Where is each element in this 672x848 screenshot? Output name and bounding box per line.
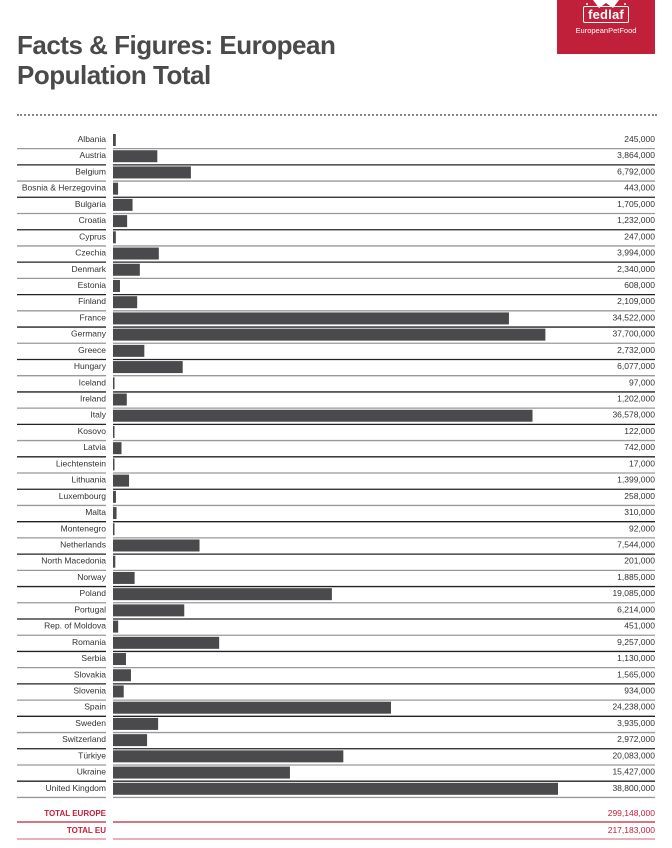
bar-portugal bbox=[113, 604, 184, 616]
country-label: Hungary bbox=[73, 361, 106, 372]
country-label: Cyprus bbox=[79, 231, 106, 242]
bar-kosovo bbox=[113, 426, 115, 438]
value-label: 2,732,000 bbox=[617, 344, 655, 355]
country-label: Sweden bbox=[75, 717, 106, 728]
value-label: 92,000 bbox=[629, 523, 655, 534]
bar-serbia bbox=[113, 653, 126, 665]
country-label: Serbia bbox=[81, 653, 106, 664]
country-label: Switzerland bbox=[62, 734, 106, 745]
bar-france bbox=[113, 312, 509, 324]
bar-spain bbox=[113, 702, 391, 714]
value-label: 1,399,000 bbox=[617, 474, 655, 485]
country-label: Greece bbox=[78, 344, 106, 355]
country-label: Luxembourg bbox=[58, 490, 106, 501]
value-label: 19,085,000 bbox=[612, 588, 655, 599]
bar-north-macedonia bbox=[113, 556, 115, 568]
bar-albania bbox=[113, 134, 116, 146]
bar-malta bbox=[113, 507, 117, 519]
country-label: United Kingdom bbox=[45, 782, 106, 793]
bar-ukraine bbox=[113, 767, 290, 779]
value-label: 34,522,000 bbox=[612, 312, 655, 323]
value-label: 1,232,000 bbox=[617, 215, 655, 226]
value-label: 608,000 bbox=[624, 279, 655, 290]
value-label: 1,202,000 bbox=[617, 393, 655, 404]
country-label: Portugal bbox=[74, 604, 106, 615]
value-label: 6,792,000 bbox=[617, 166, 655, 177]
value-label: 2,972,000 bbox=[617, 734, 655, 745]
country-label: Ukraine bbox=[76, 766, 106, 777]
value-label: 97,000 bbox=[629, 377, 655, 388]
title-line-2: Population Total bbox=[17, 60, 211, 90]
bar-italy bbox=[113, 410, 533, 422]
bar-finland bbox=[113, 296, 137, 308]
bar-luxembourg bbox=[113, 491, 116, 503]
value-label: 3,994,000 bbox=[617, 247, 655, 258]
country-label: Slovakia bbox=[73, 669, 106, 680]
total-value: 217,183,000 bbox=[607, 825, 655, 835]
bar-rep-of-moldova bbox=[113, 621, 118, 633]
country-label: Netherlands bbox=[60, 539, 106, 550]
value-label: 1,565,000 bbox=[617, 669, 655, 680]
bar-switzerland bbox=[113, 734, 147, 746]
country-label: Albania bbox=[77, 134, 106, 144]
value-label: 934,000 bbox=[624, 685, 655, 696]
bar-belgium bbox=[113, 166, 191, 178]
country-label: Bulgaria bbox=[74, 198, 106, 209]
country-label: North Macedonia bbox=[41, 555, 106, 566]
country-label: Croatia bbox=[78, 215, 106, 226]
bar-slovakia bbox=[113, 669, 131, 681]
title-line-1: Facts & Figures: European bbox=[17, 30, 336, 60]
country-label: Iceland bbox=[78, 377, 106, 388]
bar-liechtenstein bbox=[113, 458, 115, 470]
bar-ireland bbox=[113, 394, 127, 406]
value-label: 1,130,000 bbox=[617, 653, 655, 664]
bar-croatia bbox=[113, 215, 127, 227]
country-label: Finland bbox=[78, 296, 106, 307]
value-label: 201,000 bbox=[624, 555, 655, 566]
value-label: 310,000 bbox=[624, 507, 655, 518]
bar-norway bbox=[113, 572, 135, 584]
bar-cyprus bbox=[113, 231, 116, 243]
bar-poland bbox=[113, 588, 332, 600]
country-label: Italy bbox=[90, 409, 106, 420]
value-label: 7,544,000 bbox=[617, 539, 655, 550]
bar-austria bbox=[113, 150, 157, 162]
country-label: Lithuania bbox=[71, 474, 106, 485]
bar-hungary bbox=[113, 361, 183, 373]
bar-united-kingdom bbox=[113, 783, 558, 795]
bar-greece bbox=[113, 345, 144, 357]
country-label: Germany bbox=[71, 328, 106, 339]
value-label: 20,083,000 bbox=[612, 750, 655, 761]
value-label: 245,000 bbox=[624, 134, 655, 144]
bar-germany bbox=[113, 329, 545, 341]
bar-bosnia-herzegovina bbox=[113, 183, 118, 195]
value-label: 24,238,000 bbox=[612, 701, 655, 712]
country-label: Austria bbox=[79, 150, 106, 161]
total-label: TOTAL EU bbox=[66, 826, 106, 835]
country-label: Türkiye bbox=[78, 750, 106, 761]
bar-netherlands bbox=[113, 540, 200, 552]
bar-romania bbox=[113, 637, 219, 649]
value-label: 17,000 bbox=[629, 458, 655, 469]
total-label: TOTAL EUROPE bbox=[44, 809, 106, 818]
value-label: 451,000 bbox=[624, 620, 655, 631]
country-label: Malta bbox=[85, 507, 106, 518]
value-label: 742,000 bbox=[624, 442, 655, 453]
value-label: 15,427,000 bbox=[612, 766, 655, 777]
country-label: France bbox=[79, 312, 106, 323]
bar-bulgaria bbox=[113, 199, 133, 211]
value-label: 36,578,000 bbox=[612, 409, 655, 420]
country-label: Bosnia & Herzegovina bbox=[21, 182, 106, 193]
bar-denmark bbox=[113, 264, 140, 276]
country-label: Latvia bbox=[83, 442, 106, 453]
value-label: 37,700,000 bbox=[612, 328, 655, 339]
country-label: Liechtenstein bbox=[55, 458, 106, 469]
value-label: 2,340,000 bbox=[617, 263, 655, 274]
logo-brand: fedlaf bbox=[583, 6, 629, 23]
value-label: 6,214,000 bbox=[617, 604, 655, 615]
bar-t-rkiye bbox=[113, 750, 343, 762]
country-label: Slovenia bbox=[73, 685, 106, 696]
value-label: 3,935,000 bbox=[617, 717, 655, 728]
value-label: 3,864,000 bbox=[617, 150, 655, 161]
value-label: 247,000 bbox=[624, 231, 655, 242]
bar-sweden bbox=[113, 718, 158, 730]
value-label: 1,705,000 bbox=[617, 198, 655, 209]
bar-iceland bbox=[113, 377, 115, 389]
bar-estonia bbox=[113, 280, 120, 292]
bar-lithuania bbox=[113, 475, 129, 487]
bar-montenegro bbox=[113, 523, 115, 535]
value-label: 122,000 bbox=[624, 425, 655, 436]
country-label: Belgium bbox=[75, 166, 106, 177]
country-label: Ireland bbox=[80, 393, 106, 404]
country-label: Czechia bbox=[75, 247, 106, 258]
country-label: Kosovo bbox=[77, 425, 106, 436]
logo-tagline: EuropeanPetFood bbox=[575, 26, 637, 35]
bar-czechia bbox=[113, 248, 159, 260]
value-label: 9,257,000 bbox=[617, 636, 655, 647]
value-label: 443,000 bbox=[624, 182, 655, 193]
value-label: 258,000 bbox=[624, 490, 655, 501]
country-label: Spain bbox=[84, 701, 106, 712]
country-label: Estonia bbox=[77, 279, 106, 290]
country-label: Rep. of Moldova bbox=[44, 620, 106, 631]
country-label: Montenegro bbox=[60, 523, 106, 534]
value-label: 2,109,000 bbox=[617, 296, 655, 307]
bar-latvia bbox=[113, 442, 122, 454]
value-label: 6,077,000 bbox=[617, 361, 655, 372]
value-label: 1,885,000 bbox=[617, 571, 655, 582]
country-label: Norway bbox=[77, 571, 106, 582]
value-label: 38,800,000 bbox=[612, 782, 655, 793]
total-value: 299,148,000 bbox=[607, 808, 655, 818]
country-label: Denmark bbox=[71, 263, 106, 274]
country-label: Romania bbox=[71, 636, 106, 647]
bar-slovenia bbox=[113, 685, 124, 697]
country-label: Poland bbox=[79, 588, 106, 599]
